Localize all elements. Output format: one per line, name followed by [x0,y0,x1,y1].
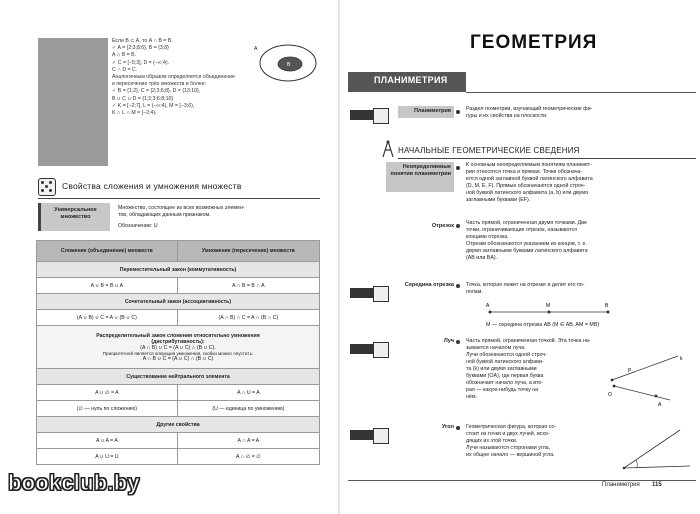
arrow-bullet [456,284,460,288]
book-icon [373,342,389,358]
text-line: Если B ⊂ A, то A ∩ B = B. [112,38,173,44]
table-cell: A ∪ A = A [37,433,178,449]
text-line: Аналогичным образом определяется объединение [112,74,235,81]
text-line: K ∩ L ∩ M = [−2;4). [112,110,157,117]
table-col-union: Сложение (объединение) множеств [37,241,178,262]
undefined-concepts-label: Неопределяемые понятия планиметрии [386,162,454,192]
text-line: та (k) или двумя заглавными [466,366,537,372]
compass-icon [380,140,396,158]
universal-line-3: Обозначение: U [118,223,158,229]
angle-label: Угол [441,424,454,430]
text-line: C ∩ D = C. [112,66,138,73]
table-cell: (A ∪ B) ∪ C = A ∪ (B ∪ C) [37,310,178,326]
text-line: ✓ B = {1;2}, C = {2;3;6;8}, D = {13;10}, [112,88,201,95]
table-cell: A ∩ A = A [177,433,319,449]
ray-label-k: k [680,356,683,362]
ray-point-a: A [658,402,662,408]
ray-label: Луч [443,338,454,344]
midpoint-text [466,282,696,296]
venn-label-b: B [287,62,291,68]
text-line: A ∩ B = B. [112,52,137,59]
table-law-heading: Другие свойства [37,417,320,433]
text-line: (дистрибутивность): [151,338,205,345]
table-row [37,417,320,433]
undefined-concepts-text [466,162,696,204]
table-row [37,449,320,465]
table-law-heading: Переместительный закон (коммутативность) [37,262,320,278]
table-cell: (∅ — нуль по сложению) [37,401,178,417]
text-line: (D, M, E, F). Прямые обозначаются одной строч- [466,183,586,189]
grey-side-block [38,38,108,166]
text-line: Лучи называются сторонами угла, [466,445,551,451]
ray-point-p: P [628,368,632,374]
text-line: рии относятся точка и прямая. Точки обознача- [466,169,583,175]
text-line: зывается началом луча. [466,345,526,351]
text-line: ✓ K = [−2;7], L = (−∞;4), M = [−3;6), [112,102,195,109]
angle-figure [620,420,696,476]
text-line: Точка, которая лежит на отрезке и делит его по- [466,282,585,288]
table-row [37,401,320,417]
text-line: точки, ограничивающие отрезок, называются [466,227,578,233]
arrow-bullet [456,110,460,114]
footer-section: Планиметрия [602,482,640,488]
text-line: ной буквой латинского алфави- [466,359,544,365]
text-line: A ∩ B ∪ C = (A ∪ C) ∩ (B ∪ C) [142,355,214,362]
text-line: (A ∩ B) ∪ C = (A ∪ C) ∩ (B ∪ C). [140,344,216,351]
text-line: дящих из этой точки. [466,438,518,444]
ray-figure [608,352,688,410]
planimetry-label: Планиметрия [398,106,454,118]
arrow-bullet [456,426,460,430]
table-row [37,385,320,401]
text-line: заглавными буквами (EF). [466,197,531,203]
point-m-label: M [546,303,551,309]
point-a-label: A [486,303,490,309]
table-row [37,326,320,369]
table-row [37,310,320,326]
band-rule [466,92,696,93]
book-icon [373,286,389,302]
table-cell: A ∩ ∅ = ∅ [177,449,319,465]
text-line: Часть прямой, ограниченная двумя точками. Две [466,220,587,226]
section-heading [38,178,320,199]
dice-icon [38,178,56,196]
text-line: концами отрезка. [466,234,509,240]
text-line: буквами (OA), где первая буква [466,373,544,379]
text-line: ной буквой латинского алфавита (a, b) или двумя [466,190,588,196]
text-line: двумя заглавными буквами латинского алфавита [466,248,588,254]
page-number: 115 [652,482,662,488]
text-line: (AB или BA). [466,255,498,261]
text-line: рая — какую-нибудь точку на [466,387,539,393]
universal-line-2: тов, обладающих данным признаком. [118,212,211,218]
section-title: Свойства сложения и умножения множеств [62,181,242,191]
table-cell: A ∪ U = U [37,449,178,465]
midpoint-label: Середина отрезка [404,282,454,288]
segment-text [466,220,696,262]
table-row [37,369,320,385]
text-line: Часть прямой, ограниченная точкой. Эта точка на- [466,338,591,344]
arrow-bullet [456,340,460,344]
text-line: К основным неопределяемым понятиям планимет- [466,162,592,168]
angle-text [466,424,616,459]
text-line: обозначает начало луча, а вто- [466,380,544,386]
set-examples [112,38,252,117]
text-line: и пересечение трёх множеств и более: [112,81,207,88]
left-page [0,0,340,514]
planimetry-band-title: ПЛАНИМЕТРИЯ [374,75,448,85]
universal-set-text [118,205,318,230]
text-line: ✓ C = [−5;3], D = (−∞;4). [112,59,170,66]
row-marker [350,110,374,120]
text-line: нём. [466,394,477,400]
footer-rule [348,480,696,481]
table-row [37,278,320,294]
text-line: Лучи обозначаются одной строч- [466,352,547,358]
text-line: Отрезки обозначаются указанием их концов, т. е. [466,241,587,247]
subsection-heading: НАЧАЛЬНЫЕ ГЕОМЕТРИЧЕСКИЕ СВЕДЕНИЯ [398,146,580,155]
book-icon [373,108,389,124]
table-header-row [37,241,320,262]
row-marker [350,430,374,440]
table-law-heading: Существование нейтрального элемента [37,369,320,385]
midpoint-figure [480,300,620,318]
planimetry-line-2: гуры и их свойства на плоскости. [466,113,548,119]
row-marker [350,344,374,354]
text-line: полам. [466,289,483,295]
table-row [37,262,320,278]
watermark-logo[interactable]: bookclub.by [8,470,140,495]
table-cell: (A ∩ B) ∩ C = A ∩ (B ∩ C) [177,310,319,326]
table-cell: A ∩ U = A [177,385,319,401]
venn-diagram [252,40,318,84]
table-row [37,294,320,310]
table-cell: (U — единица по умножению) [177,401,319,417]
table-row [37,433,320,449]
point-b-label: B [605,303,609,309]
planimetry-text [466,106,696,120]
midpoint-caption: M — середина отрезка AB (M ∈ AB, AM = MB) [486,322,600,328]
text-line: ются одной заглавной буквой латинского алфавита [466,176,593,182]
table-cell: A ∩ B = B ∩ A [177,278,319,294]
segment-label: Отрезок [431,223,454,229]
row-marker [350,288,374,298]
venn-label-a: A [254,46,258,52]
table-cell: A ∪ ∅ = A [37,385,178,401]
text-line: Геометрическая фигура, которая со- [466,424,557,430]
ray-point-o: O [608,392,612,398]
arrow-bullet [456,166,460,170]
table-col-intersection: Умножение (пересечение) множеств [177,241,319,262]
universal-line-1: Множество, состоящее из всех возможных элемен- [118,205,245,211]
arrow-bullet [456,224,460,228]
set-properties-table [36,240,320,465]
text-line: B ∪ C ∪ D = {1;2;3;6;8;10} [112,95,174,102]
subsection-rule [398,158,696,159]
text-line: их общее начало — вершиной угла. [466,452,555,458]
text-line: Распределительный закон сложения относительно умножения [96,332,260,339]
text-line: Приоритетной является операция умножения, скобки можно опустить: [102,350,254,356]
table-cell: A ∪ B = B ∪ A [37,278,178,294]
table-law-heading: Сочетательный закон (ассоциативность) [37,294,320,310]
table-distributive-cell [37,326,320,369]
chapter-title: ГЕОМЕТРИЯ [470,32,598,53]
planimetry-line-1: Раздел геометрии, изучающий геометрические фи- [466,106,593,112]
text-line: стоит из точки и двух лучей, исхо- [466,431,550,437]
book-icon [373,428,389,444]
universal-set-label: Универсальное множество [38,203,110,231]
text-line: ✓ A = {2;3;8;6}, B = {3;8} [112,45,169,52]
